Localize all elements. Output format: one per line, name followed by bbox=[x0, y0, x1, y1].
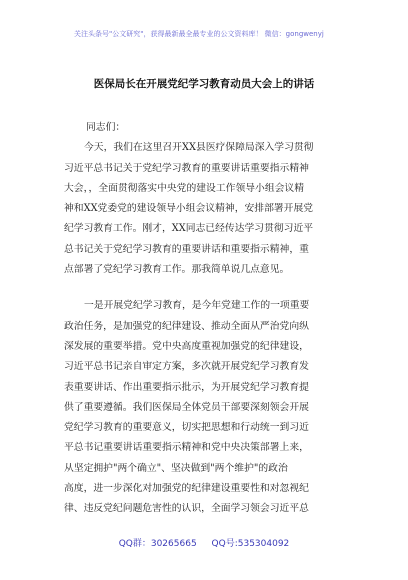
paragraph-line: 习近平总书记关于党纪学习教育的重要讲话重要指示精神 bbox=[64, 162, 309, 174]
paragraph-line: 供了重要遵循。我们医保局全体党员干部要深刻领会开展 bbox=[64, 401, 309, 413]
document-title: 医保局长在开展党纪学习教育动员大会上的讲话 bbox=[93, 78, 315, 90]
paragraph-line: 党纪学习教育的重要意义，切实把思想和行动统一到习近 bbox=[64, 422, 309, 434]
paragraph-line: 习近平总书记亲自审定方案，多次就开展党纪学习教育发 bbox=[64, 361, 309, 373]
header-note: 关注头条号"公文研究"，获得最新最全最专业的公文资料库！ 微信：gongwenyj bbox=[74, 30, 324, 38]
paragraph-line: 一是开展党纪学习教育，是今年党建工作的一项重要 bbox=[84, 300, 310, 312]
paragraph bbox=[64, 296, 364, 519]
qq-group: QQ群：30265665 bbox=[118, 539, 197, 549]
salutation: 同志们： bbox=[86, 122, 126, 133]
paragraph bbox=[64, 138, 364, 280]
document-body bbox=[64, 118, 364, 520]
footer-contact bbox=[0, 536, 408, 549]
paragraph-line: 表重要讲话、作出重要指示批示，为开展党纪学习教育提 bbox=[64, 381, 309, 393]
paragraph-line: 政治任务，是加强党的纪律建设、推动全面从严治党向纵 bbox=[64, 320, 309, 332]
paragraph-line: 神和XX党委党的建设领导小组会议精神，安排部署开展党 bbox=[64, 203, 314, 215]
qq-number: QQ号:535304092 bbox=[211, 539, 290, 549]
paragraph-line: 律、违反党纪问题危害性的认识，全面学习领会习近平总 bbox=[64, 503, 309, 515]
paragraphs bbox=[64, 138, 364, 519]
paragraph-line: 平总书记重要讲话重要指示精神和党中央决策部署上来， bbox=[64, 442, 309, 454]
paragraph-line: 大会，，全面贯彻落实中央党的建设工作领导小组会议精 bbox=[64, 182, 305, 194]
paragraph-line: 纪学习教育工作。刚才，XX同志已经传达学习贯彻习近平 bbox=[64, 223, 314, 235]
paragraph-line: 从坚定拥护"两个确立"、坚决做到"两个维护"的政治 bbox=[64, 462, 288, 474]
paragraph-line: 点部署了党纪学习教育工作。那我简单说几点意见。 bbox=[64, 264, 290, 276]
paragraph-line: 今天，我们在这里召开XX县医疗保障局深入学习贯彻 bbox=[84, 142, 314, 154]
paragraph-line: 总书记关于党纪学习教育的重要讲话和重要指示精神，重 bbox=[64, 243, 309, 255]
paragraph-line: 深发展的重要举措。党中央高度重视加强党的纪律建设， bbox=[64, 340, 309, 352]
paragraph-line: 高度，进一步深化对加强党的纪律建设重要性和对忽视纪 bbox=[64, 483, 309, 495]
